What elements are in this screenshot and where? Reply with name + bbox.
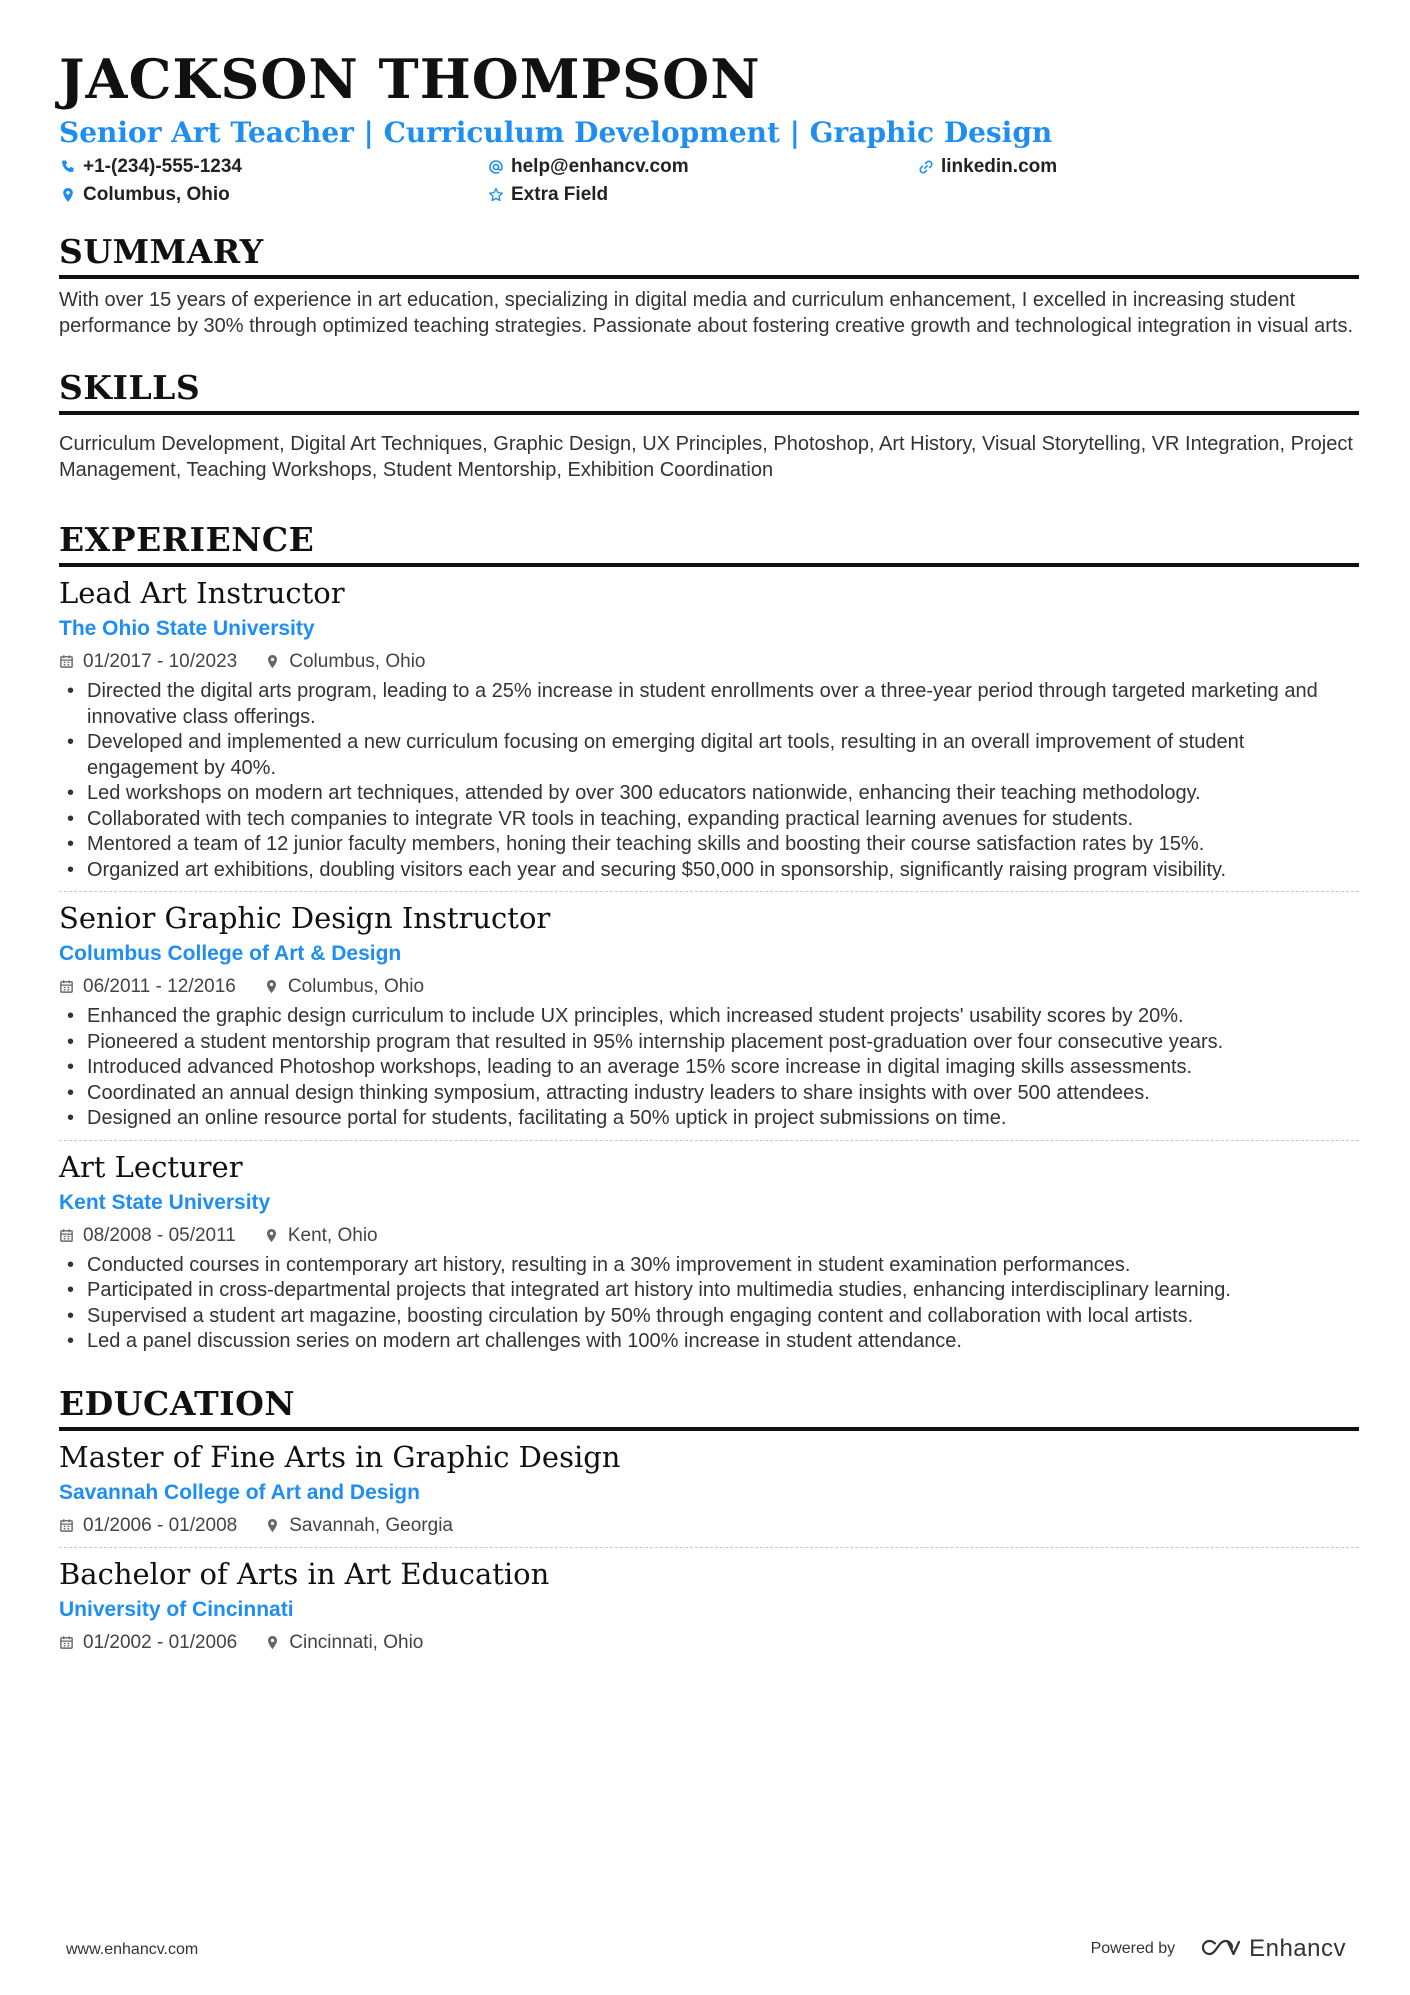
job-title: Art Lecturer: [59, 1149, 243, 1184]
phone-icon: [59, 158, 77, 176]
email-text: help@enhancv.com: [511, 156, 689, 177]
star-icon: [487, 186, 505, 204]
job-title: Senior Graphic Design Instructor: [59, 901, 551, 935]
calendar-icon: [59, 1518, 75, 1534]
list-item: • Led a panel discussion series on modern art challenges with 100% increase in student attendance.: [59, 1329, 1359, 1355]
school: Savannah College of Art and Design: [59, 1480, 420, 1504]
location-pin-icon: [265, 1635, 281, 1651]
calendar-icon: [59, 654, 75, 670]
education-dates: 01/2002 - 01/2006: [83, 1631, 238, 1653]
skills-section: [59, 369, 1359, 483]
list-item: • Introduced advanced Photoshop workshops, leading to an average 15% score increase in digital imaging skills assessments.: [59, 1055, 1359, 1081]
location-pin-icon: [264, 979, 280, 995]
list-item: • Directed the digital arts program, leading to a 25% increase in student enrollments over a three-year period through targeted marketing and innovative class offerings.: [59, 679, 1359, 730]
list-item: • Led workshops on modern art techniques, attended by over 300 educators nationwide, enhancing their teaching methodology.: [59, 781, 1359, 807]
candidate-title: Senior Art Teacher | Curriculum Development | Graphic Design: [59, 116, 1053, 149]
experience-entry: [59, 567, 1359, 891]
summary-text: With over 15 years of experience in art education, specializing in digital media and curriculum enhancement, I excelled in increasing student performance by 30% through optimized teaching strategies. Passionate about fostering creative growth and technological integration in visual arts.: [59, 289, 1354, 337]
resume-page: [59, 47, 1359, 1664]
list-item: • Developed and implemented a new curriculum focusing on emerging digital art tools, resulting in an overall improvement of student engagement by 40%.: [59, 730, 1359, 781]
job-meta: [59, 974, 1359, 1000]
footer-branding: [1091, 1935, 1346, 1963]
employer: Kent State University: [59, 1190, 271, 1214]
education-section: [59, 1385, 1359, 1664]
list-item: • Designed an online resource portal for students, facilitating a 50% uptick in project submissions on time.: [59, 1106, 1359, 1132]
education-location: Cincinnati, Ohio: [289, 1631, 424, 1653]
summary-section: [59, 233, 1359, 339]
at-icon: [487, 158, 505, 176]
summary-heading: SUMMARY: [59, 233, 1359, 279]
contact-location: [59, 185, 487, 205]
education-meta: [59, 1513, 1359, 1539]
list-item: • Collaborated with tech companies to integrate VR tools in teaching, expanding practical learning avenues for students.: [59, 807, 1359, 833]
calendar-icon: [59, 1228, 75, 1244]
experience-section: [59, 521, 1359, 1363]
job-title: Lead Art Instructor: [59, 576, 345, 610]
list-item: • Supervised a student art magazine, boosting circulation by 50% through engaging content and collaboration with local artists.: [59, 1304, 1359, 1330]
brand-logo[interactable]: [1201, 1935, 1346, 1963]
job-bullets: [59, 1004, 1359, 1132]
phone-text: +1-(234)-555-1234: [83, 156, 242, 177]
education-location: Savannah, Georgia: [289, 1514, 453, 1536]
contact-email[interactable]: [487, 157, 917, 177]
experience-entry: [59, 891, 1359, 1140]
candidate-name: JACKSON THOMPSON: [59, 47, 761, 111]
location-pin-icon: [265, 654, 281, 670]
skills-heading: SKILLS: [59, 369, 1359, 415]
brand-name: Enhancv: [1249, 1935, 1346, 1962]
calendar-icon: [59, 1635, 75, 1651]
education-entry: [59, 1431, 1359, 1547]
extra-text: Extra Field: [511, 184, 609, 205]
job-bullets: [59, 679, 1359, 883]
experience-entry: [59, 1140, 1359, 1363]
degree: Master of Fine Arts in Graphic Design: [59, 1439, 621, 1474]
list-item: • Conducted courses in contemporary art history, resulting in a 30% improvement in student examination performances.: [59, 1253, 1359, 1279]
list-item: • Coordinated an annual design thinking symposium, attracting industry leaders to share insights with over 500 attendees.: [59, 1081, 1359, 1107]
education-dates: 01/2006 - 01/2008: [83, 1514, 238, 1536]
skills-text: Curriculum Development, Digital Art Techniques, Graphic Design, UX Principles, Photoshop, Art History, Visual Storytelling, VR Integration, Project Management, Teaching Workshops, Student Mentorship, Exhibition Coordination: [59, 433, 1353, 481]
school: University of Cincinnati: [59, 1597, 294, 1621]
list-item: • Participated in cross-departmental projects that integrated art history into multimedia studies, enhancing interdisciplinary learning.: [59, 1278, 1359, 1304]
list-item: • Organized art exhibitions, doubling visitors each year and securing $50,000 in sponsorship, significantly raising program visibility.: [59, 858, 1359, 884]
enhancv-logo-icon: [1201, 1938, 1241, 1960]
job-location: Kent, Ohio: [287, 1224, 378, 1246]
experience-heading: EXPERIENCE: [59, 521, 1359, 567]
job-dates: 06/2011 - 12/2016: [83, 976, 236, 997]
list-item: • Mentored a team of 12 junior faculty members, honing their teaching skills and boosting their course satisfaction rates by 15%.: [59, 832, 1359, 858]
job-location: Columbus, Ohio: [287, 976, 425, 997]
employer: The Ohio State University: [59, 617, 315, 640]
linkedin-text: linkedin.com: [941, 156, 1058, 177]
footer-website[interactable]: www.enhancv.com: [66, 1941, 199, 1958]
powered-by-text: Powered by: [1090, 1940, 1176, 1957]
link-icon: [917, 158, 935, 176]
job-bullets: [59, 1253, 1359, 1355]
calendar-icon: [59, 979, 75, 995]
job-dates: 01/2017 - 10/2023: [83, 651, 238, 672]
location-pin-icon: [265, 1518, 281, 1534]
job-dates: 08/2008 - 05/2011: [83, 1224, 236, 1246]
location-pin-icon: [59, 186, 77, 204]
job-meta: [59, 1223, 1359, 1249]
degree: Bachelor of Arts in Art Education: [59, 1556, 550, 1591]
list-item: • Pioneered a student mentorship program that resulted in 95% internship placement post-graduation over four consecutive years.: [59, 1030, 1359, 1056]
job-location: Columbus, Ohio: [289, 651, 426, 672]
location-pin-icon: [264, 1228, 280, 1244]
education-heading: EDUCATION: [59, 1385, 1359, 1431]
contact-linkedin[interactable]: [917, 157, 1317, 177]
contact-phone[interactable]: [59, 157, 487, 177]
education-meta: [59, 1630, 1359, 1656]
contact-info: [59, 157, 1359, 205]
education-entry: [59, 1547, 1359, 1664]
job-meta: [59, 649, 1359, 675]
location-text: Columbus, Ohio: [83, 184, 230, 205]
contact-extra: [487, 185, 917, 205]
employer: Columbus College of Art & Design: [59, 942, 402, 965]
list-item: • Enhanced the graphic design curriculum to include UX principles, which increased student projects' usability scores by 20%.: [59, 1004, 1359, 1030]
